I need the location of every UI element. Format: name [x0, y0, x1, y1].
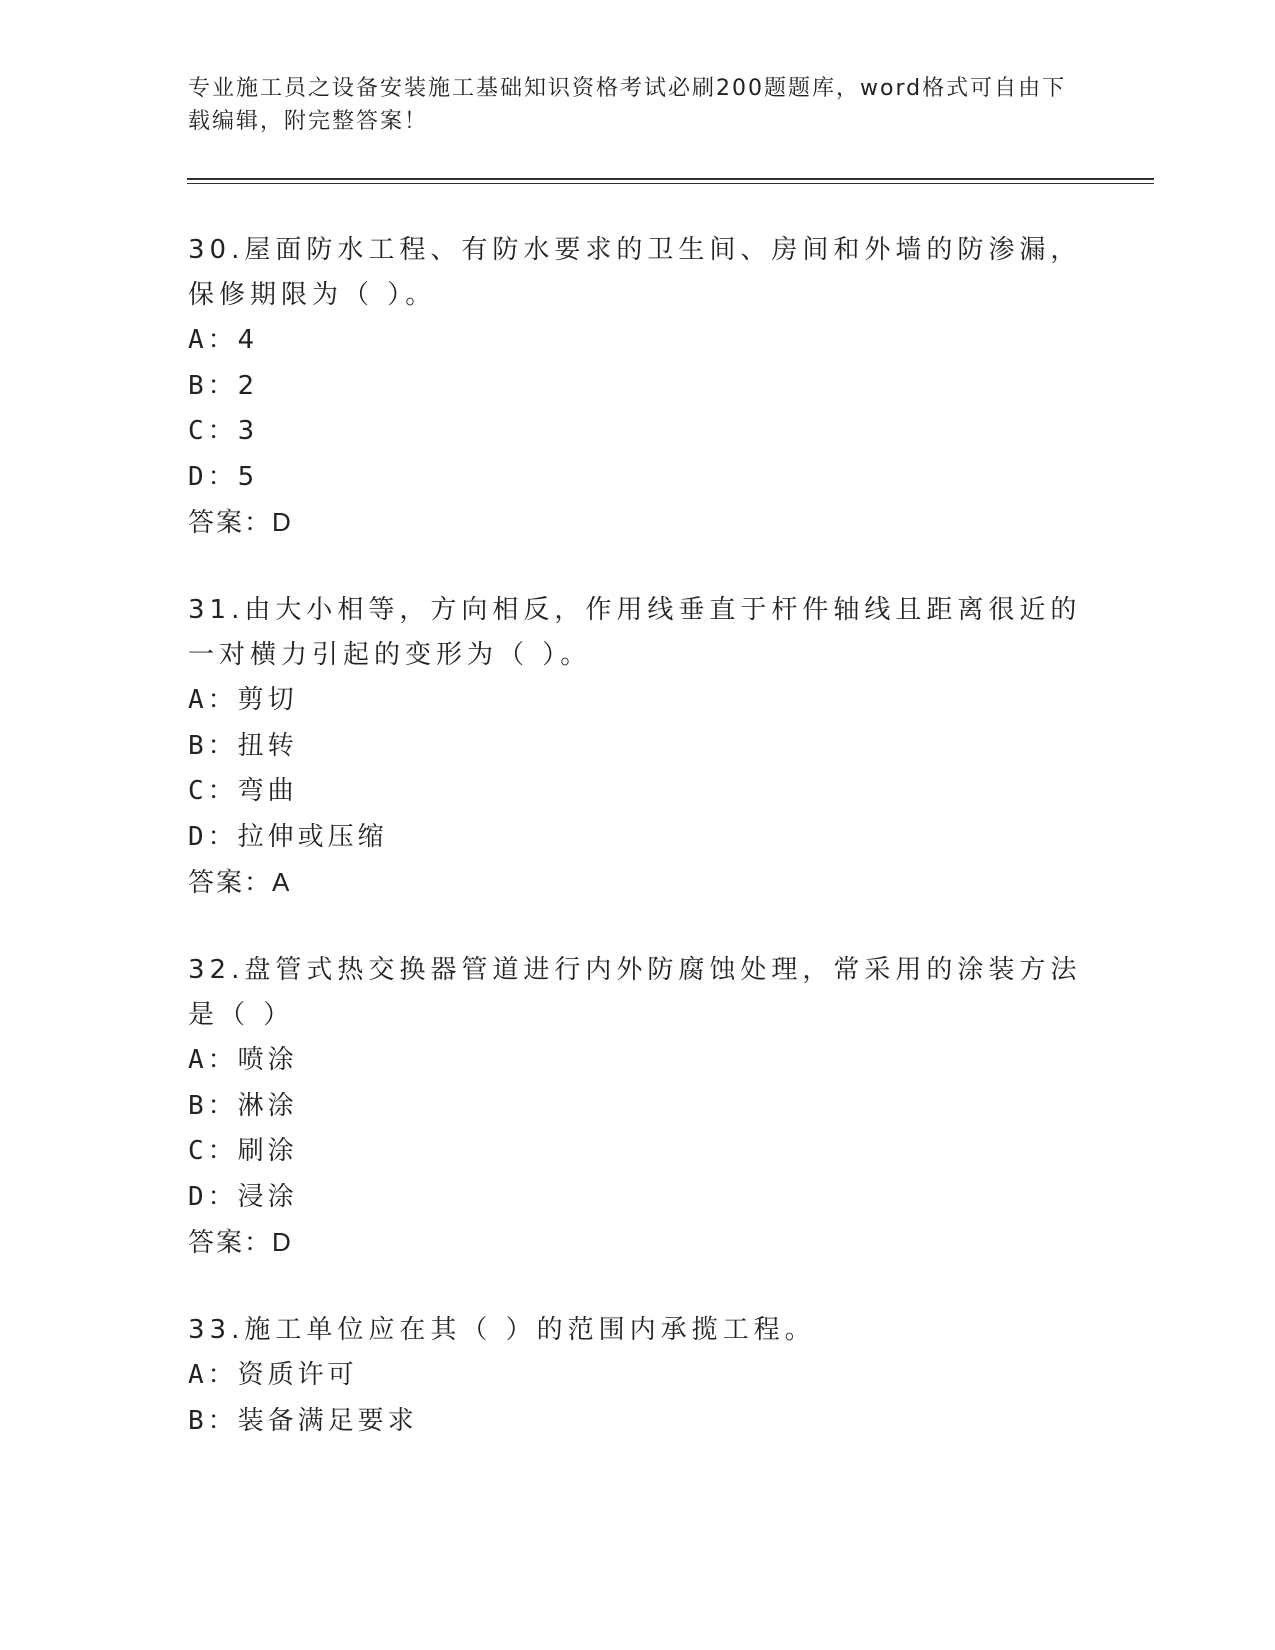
option-text: 剪切: [237, 685, 298, 715]
option-text: 装备满足要求: [237, 1405, 418, 1436]
option-a: [188, 678, 1088, 724]
answer-line: [188, 500, 1088, 546]
option-letter: D：: [188, 821, 238, 852]
option-c: [188, 1129, 1088, 1175]
option-c: [188, 409, 1088, 455]
question-stem: 30.屋面防水工程、有防水要求的卫生间、房间和外墙的防渗漏，保修期限为（ ）。: [188, 235, 1082, 310]
option-text: 刷涂: [237, 1136, 298, 1166]
option-text: 浸涂: [237, 1181, 298, 1212]
document-header: 专业施工员之设备安装施工基础知识资格考试必刷200题题库，word格式可自由下载编辑，附完整答案！: [188, 76, 1067, 134]
question-30: [188, 228, 1088, 546]
option-letter: A：: [188, 1045, 238, 1075]
answer-line: [188, 860, 1088, 906]
option-c: [188, 769, 1088, 815]
option-letter: B：: [188, 1090, 238, 1121]
option-letter: C：: [188, 776, 238, 806]
option-text: 4: [237, 325, 259, 355]
option-letter: D：: [188, 461, 238, 492]
option-a: [188, 318, 1088, 364]
option-b: [188, 1399, 1088, 1445]
option-d: [188, 815, 1088, 861]
option-letter: B：: [188, 1405, 238, 1436]
option-letter: C：: [188, 416, 238, 446]
option-letter: B：: [188, 370, 238, 401]
option-letter: C：: [188, 1136, 238, 1166]
question-31: [188, 588, 1088, 906]
option-text: 2: [237, 370, 259, 401]
option-text: 弯曲: [237, 776, 298, 806]
option-b: [188, 364, 1088, 410]
answer-value: A: [272, 867, 292, 897]
option-text: 5: [237, 461, 259, 492]
option-d: [188, 1175, 1088, 1221]
option-b: [188, 1084, 1088, 1130]
question-stem: 31.由大小相等，方向相反，作用线垂直于杆件轴线且距离很近的一对横力引起的变形为（ ）。: [188, 595, 1082, 670]
option-letter: A：: [188, 325, 238, 355]
option-text: 3: [237, 416, 259, 446]
option-d: [188, 455, 1088, 501]
option-letter: A：: [188, 1360, 238, 1390]
option-letter: D：: [188, 1181, 238, 1212]
option-a: [188, 1038, 1088, 1084]
option-text: 扭转: [237, 730, 298, 761]
answer-label: 答案：: [188, 508, 273, 538]
question-stem: 33.施工单位应在其（ ）的范围内承揽工程。: [188, 1315, 816, 1345]
option-letter: B：: [188, 730, 238, 761]
question-33: [188, 1308, 1088, 1444]
question-32: [188, 948, 1088, 1266]
option-b: [188, 724, 1088, 770]
answer-line: [188, 1220, 1088, 1266]
answer-label: 答案：: [188, 868, 273, 898]
option-text: 资质许可: [237, 1360, 358, 1390]
option-text: 拉伸或压缩: [237, 821, 388, 852]
header-divider: [187, 178, 1154, 184]
option-a: [188, 1353, 1088, 1399]
option-letter: A：: [188, 685, 238, 715]
option-text: 淋涂: [237, 1090, 298, 1121]
answer-label: 答案：: [188, 1228, 273, 1258]
question-stem: 32.盘管式热交换器管道进行内外防腐蚀处理，常采用的涂装方法是（ ）: [188, 955, 1082, 1030]
answer-value: D: [272, 1227, 293, 1257]
option-text: 喷涂: [237, 1045, 298, 1075]
answer-value: D: [272, 507, 293, 537]
